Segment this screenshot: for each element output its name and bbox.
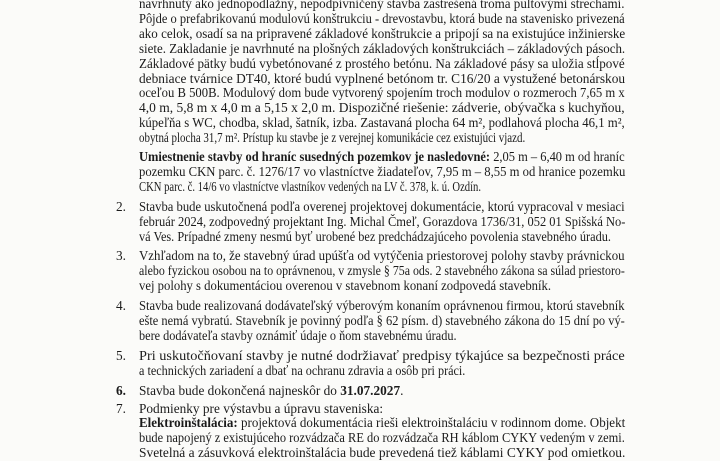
text-line: vá Ves. Prípadné zmeny nesmú byť urobené bez predchádzajúceho povolenia stavebného úradu.: [139, 228, 611, 244]
deadline-date: 31.07.2027: [340, 382, 401, 398]
text-line: alebo fyzickou osobou na to oprávnenou, v zmysle § 75a ods. 2 stavebného zákona sa súlad priestoro-: [139, 263, 625, 279]
text-line: a technických zariadení a dbať na ochranu zdravia a osôb pri práci.: [139, 362, 466, 378]
electro-label: Elektroinštalácia:: [139, 415, 238, 431]
text-line: vej polohy s dokumentáciou overenou v stavebnom konaní zodpovedá stavebník.: [139, 278, 552, 294]
text-line: debniace tvárnice DT40, ktoré budú vyplnené betónom tr. C16/20 a vystužené betonárskou: [139, 70, 626, 86]
text-line: ako celok, osadí sa na pripravené základové konštrukcie a pripojí sa na existujúce inžinierske: [139, 25, 626, 41]
electro-line-2: bude napojený z existujúceho rozvádzača RE do rozvádzača RH káblom CYKY vedeným v zemi.: [139, 430, 625, 446]
text-line: Pôjde o prefabrikovanú modulovú konštrukciu - drevostavbu, ktorá bude na stavenisko privezená: [139, 10, 625, 26]
text-line: siete. Zakladanie je navrhnuté na plošných základových konštrukciách – základových pásoch.: [139, 40, 626, 56]
text-line: Vzhľadom na to, že stavebný úrad upúšťa od vytýčenia priestorovej polohy stavby právnickou: [139, 248, 625, 264]
text-line: obytná plocha 31,7 m². Prístup ku stavbe je z verejnej komunikácie cez existujúci vjazd.: [139, 130, 526, 146]
item-number: 6.: [116, 382, 126, 398]
text-line: bere dodávateľa stavby oznámiť údaje o ňom stavebnému úradu.: [139, 327, 457, 343]
text-line: Stavba bude uskutočnená podľa overenej projektovej dokumentácie, ktorú vypracoval v mesiaci: [139, 198, 625, 214]
placement-line-1: [139, 149, 625, 165]
text-line: Základové pätky budú vybetónované z prostého betónu. Na základové pásy sa uložia stĺpové: [139, 55, 625, 71]
text-line: 4,0 m, 5,8 m x 4,0 m a 5,15 x 2,0 m. Dispozičné riešenie: zádverie, obývačka s kuchyňou,: [139, 100, 625, 116]
text-line: navrhnutý ako jednopodlažný, nepodpivničený stavba zastrešená troma pultovými strechami.: [139, 0, 625, 11]
text-line: Stavba bude realizovaná dodávateľský výberovým konaním oprávnenou firmou, ktorú stavebník: [139, 298, 625, 314]
text-line: ešte nemá vybratú. Stavebník je povinný podľa § 62 písm. d) stavebného zákona do 15 dní po vý-: [139, 313, 625, 328]
deadline-text: Stavba bude dokončená najneskôr do: [139, 382, 341, 398]
item-number: 4.: [116, 298, 126, 314]
electro-line-3: Svetelná a zásuvková elektroinštalácia bude prevedená tiež káblami CYKY pod omietkou.: [139, 445, 626, 461]
item-number: 7.: [116, 400, 126, 416]
text-line: Pri uskutočňovaní stavby je nutné dodržiavať predpisy týkajúce sa bezpečnosti práce: [139, 347, 625, 363]
deadline-end: .: [400, 382, 404, 398]
text-line: kúpeľňa s WC, chodba, sklad, šatník, izba. Zastavaná plocha 64 m², podlahová plocha 46,1 m²,: [139, 115, 625, 131]
placement-distance: 2,05 m – 6,40 m od hraníc: [490, 149, 625, 164]
text-line: CKN parc. č. 14/6 vo vlastníctve vlastníkov vedených na LV č. 378, k. ú. Ozdín.: [139, 178, 482, 194]
electro-text: projektová dokumentácia rieši elektroinštaláciu v rodinnom dome. Objekt: [237, 415, 626, 431]
item-number: 2.: [116, 198, 126, 214]
deadline-line: [139, 383, 403, 399]
text-line: oceľou B 500B. Modulový dom bude vytvorený spojením troch modulov o rozmeroch 7,65 m x: [139, 85, 625, 101]
item-number: 5.: [116, 347, 126, 363]
conditions-heading: Podmienky pre výstavbu a úpravu staveniska:: [139, 400, 384, 416]
placement-label: Umiestnenie stavby od hraníc susedných pozemkov je nasledovné:: [139, 149, 491, 164]
text-line: február 2024, zodpovedný projektant Ing. Michal Čmeľ, Gorazdova 1736/31, 052 01 Spišská No-: [139, 213, 626, 229]
electro-line-1: [139, 415, 625, 431]
item-number: 3.: [116, 248, 126, 264]
text-line: pozemku CKN parc. č. 1276/17 vo vlastníctve žiadateľov, 7,95 m – 8,55 m od hranice pozemku: [139, 163, 626, 179]
